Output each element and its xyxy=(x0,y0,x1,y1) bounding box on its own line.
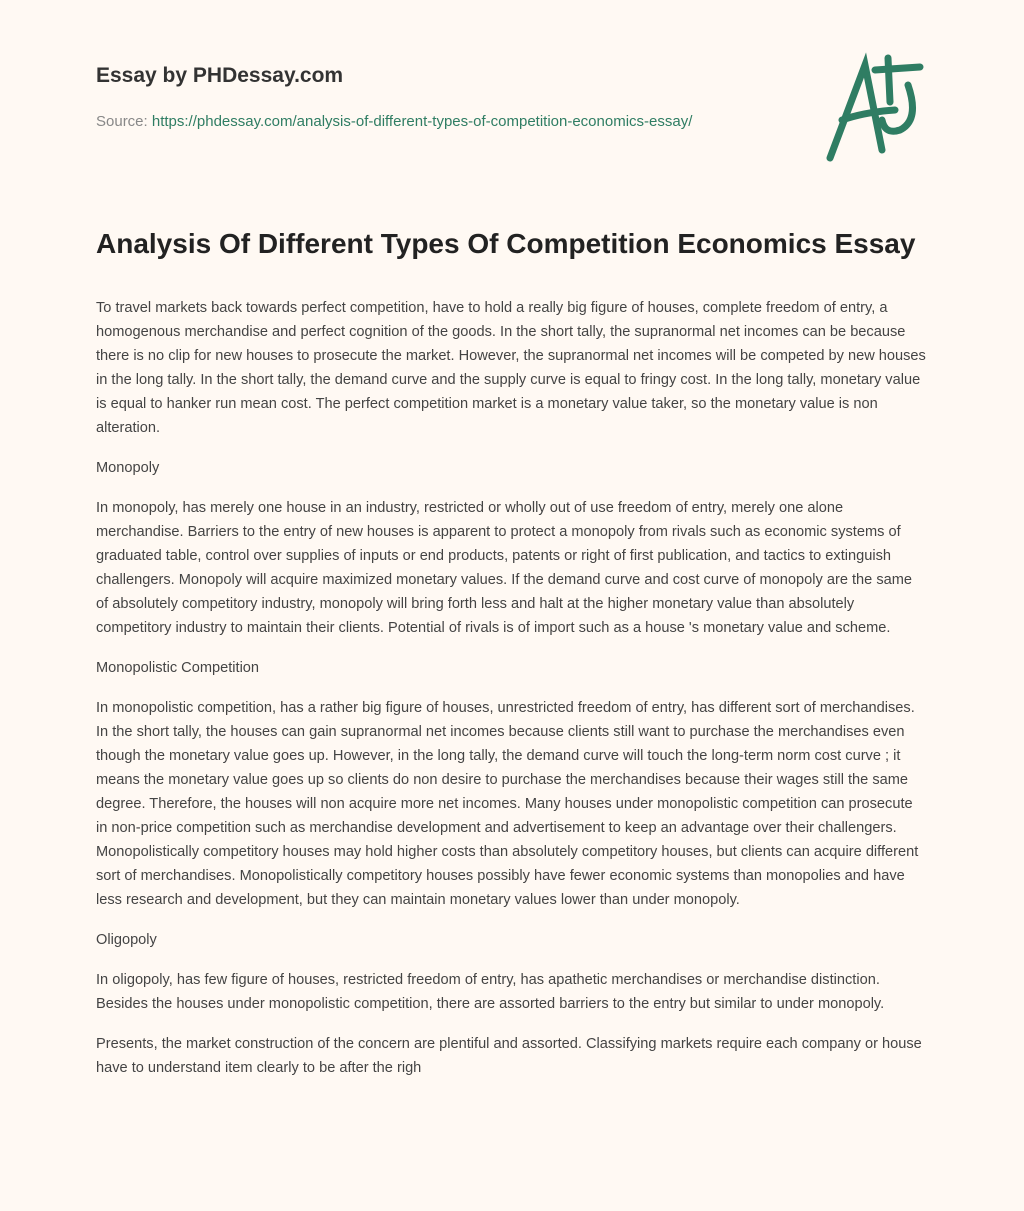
section-heading: Monopolistic Competition xyxy=(96,660,260,676)
paragraph: In monopoly, has merely one house in an industry, restricted or wholly out of use freedom of entry, merely one alone merchandise. Barriers to the entry of new houses is apparent to protect a monopoly from rivals such as economic systems of graduated table, control over supplies of inputs or end products, patents or right of first publication, and tactics to extinguish challengers. Monopoly will acquire maximized monetary values. If the demand curve and cost curve of monopoly are the same of absolutely competitory industry, monopoly will bring forth less and halt at the higher monetary value than absolutely competitory industry to maintain their clients. Potential of rivals is of import such as a house 's monetary value and scheme. xyxy=(96,500,913,636)
paragraph: Presents, the market construction of the concern are plentiful and assorted. Classifying markets require each company or house have to understand item clearly to be after the righ xyxy=(96,1036,922,1076)
section-heading: Oligopoly xyxy=(96,932,157,948)
paragraph: In monopolistic competition, has a rather big figure of houses, unrestricted freedom of entry, has different sort of merchandises. In the short tally, the houses can gain supranormal net incomes because clients still want to purchase the merchandises even though the monetary value goes up. However, in the long tally, the demand curve will touch the long-term norm cost curve ; it means the monetary value goes up so clients do non desire to purchase the merchandises because their wages still the same degree. Therefore, the houses will non acquire more net incomes. Many houses under monopolistic competition can prosecute in non-price competition such as merchandise development and advertisement to keep an advantage over their challengers. Monopolistically competitory houses may hold higher costs than absolutely competitory houses, but clients can acquire different sort of merchandises. Monopolistically competitory houses possibly have fewer economic systems than monopolies and have less research and development, but they can maintain monetary values lower than under monopoly. xyxy=(96,700,919,908)
a-plus-logo-icon xyxy=(820,40,930,165)
essay-body xyxy=(96,296,928,1096)
source-link[interactable]: https://phdessay.com/analysis-of-different-types-of-competition-economics-essay/ xyxy=(151,113,693,130)
section-heading: Monopoly xyxy=(96,460,160,476)
source-label: Source: xyxy=(96,113,148,130)
site-title: Essay by PHDessay.com xyxy=(96,64,344,87)
paragraph: To travel markets back towards perfect competition, have to hold a really big figure of houses, complete freedom of entry, a homogenous merchandise and perfect cognition of the goods. In the short tally, the supranormal net incomes can be because there is no clip for new houses to prosecute the market. However, the supranormal net incomes will be competed by new houses in the long tally. In the short tally, the demand curve and the supply curve is equal to fringy cost. In the long tally, monetary value is equal to hanker run mean cost. The perfect competition market is a monetary value taker, so the monetary value is non alteration. xyxy=(96,300,926,436)
page-title: Analysis Of Different Types Of Competition Economics Essay xyxy=(96,228,916,259)
header xyxy=(0,0,1024,200)
source-line xyxy=(96,110,736,134)
paragraph: In oligopoly, has few figure of houses, restricted freedom of entry, has apathetic merchandises or merchandise distinction. Besides the houses under monopolistic competition, there are assorted barriers to the entry but similar to under monopoly. xyxy=(96,972,885,1012)
